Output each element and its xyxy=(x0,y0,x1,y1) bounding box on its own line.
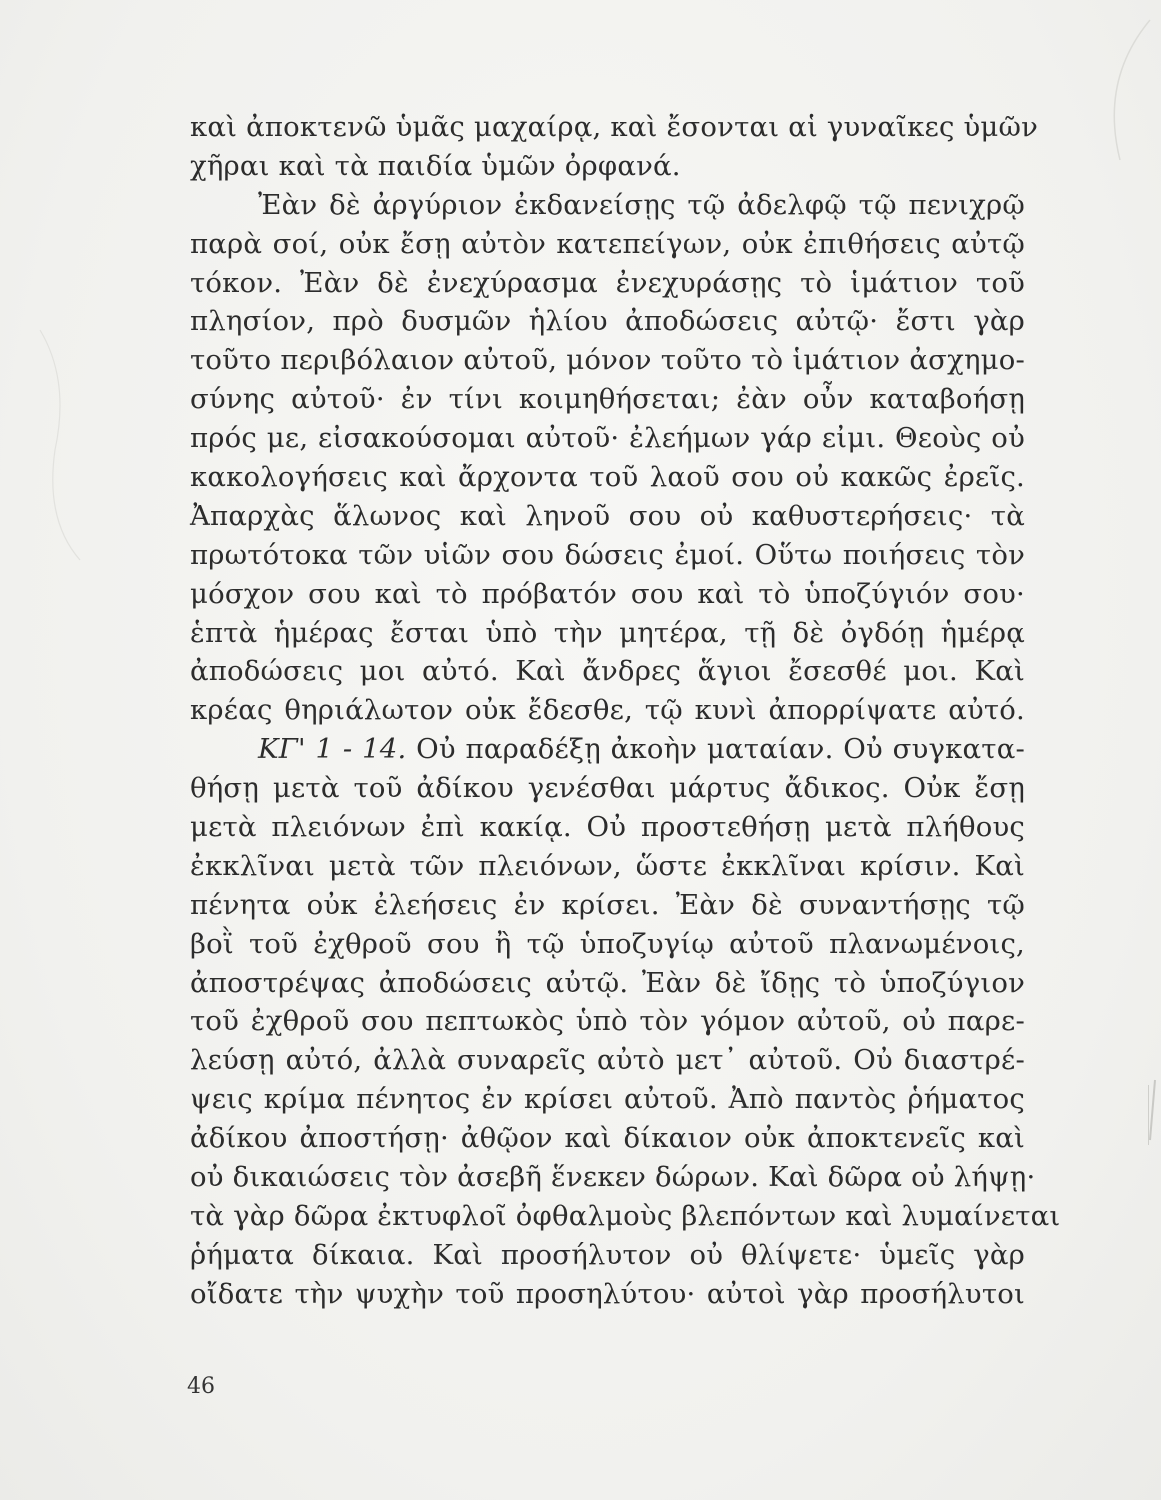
body-text xyxy=(190,108,1061,1314)
page-number: 46 xyxy=(187,1374,215,1399)
text-line: σύνης αὐτοῦ· ἐν τίνι κοιμηθήσεται; ἐὰν οὖν καταβοήσῃ xyxy=(190,383,1025,416)
text-line: οὐ δικαιώσεις τὸν ἀσεβῆ ἕνεκεν δώρων. Καὶ δῶρα οὐ λήψῃ· xyxy=(190,1161,1036,1194)
text-line: καὶ ἀποκτενῶ ὑμᾶς μαχαίρᾳ, καὶ ἔσονται αἱ γυναῖκες ὑμῶν xyxy=(190,111,1039,143)
text-line: Ἐὰν δὲ ἀργύριον ἐκδανείσῃς τῷ ἀδελφῷ τῷ πενιχρῷ xyxy=(258,188,1025,221)
text-line: θήσῃ μετὰ τοῦ ἀδίκου γενέσθαι μάρτυς ἄδικος. Οὐκ ἔσῃ xyxy=(190,772,1025,805)
text-line: μετὰ πλειόνων ἐπὶ κακίᾳ. Οὐ προστεθήσῃ μετὰ πλήθους xyxy=(190,811,1025,844)
chapter-line-rest: Οὐ παραδέξῃ ἀκοὴν ματαίαν. Οὐ συγκατα- xyxy=(416,733,1025,766)
text-line: τὰ γὰρ δῶρα ἐκτυφλοῖ ὀφθαλμοὺς βλεπόντων καὶ λυμαίνεται xyxy=(190,1199,1061,1232)
text-line: ἑπτὰ ἡμέρας ἔσται ὑπὸ τὴν μητέρα, τῇ δὲ ὀγδόῃ ἡμέρᾳ xyxy=(190,616,1025,649)
text-line: κακολογήσεις καὶ ἄρχοντα τοῦ λαοῦ σου οὐ κακῶς ἐρεῖς. xyxy=(190,461,1025,494)
text-line: Ἀπαρχὰς ἅλωνος καὶ ληνοῦ σου οὐ καθυστερήσεις· τὰ xyxy=(190,499,1025,532)
text-line: πένητα οὐκ ἐλεήσεις ἐν κρίσει. Ἐὰν δὲ συναντήσῃς τῷ xyxy=(190,888,1025,921)
text-line: ἀποδώσεις μοι αὐτό. Καὶ ἄνδρες ἅγιοι ἔσεσθέ μοι. Καὶ xyxy=(190,655,1025,688)
text-line: ἐκκλῖναι μετὰ τῶν πλειόνων, ὥστε ἐκκλῖναι κρίσιν. Καὶ xyxy=(190,849,1025,882)
text-line: πρός με, εἰσακούσομαι αὐτοῦ· ἐλεήμων γάρ εἰμι. Θεοὺς οὐ xyxy=(190,422,1025,455)
text-line: λεύσῃ αὐτό, ἀλλὰ συναρεῖς αὐτὸ μετ᾽ αὐτοῦ. Οὐ διαστρέ- xyxy=(190,1044,1025,1077)
text-line: τόκον. Ἐὰν δὲ ἐνεχύρασμα ἐνεχυράσῃς τὸ ἱμάτιον τοῦ xyxy=(190,266,1025,299)
text-line: πλησίον, πρὸ δυσμῶν ἡλίου ἀποδώσεις αὐτῷ· ἔστι γὰρ xyxy=(190,305,1025,338)
page-edge-mark xyxy=(1148,1085,1161,1145)
text-line: μόσχον σου καὶ τὸ πρόβατόν σου καὶ τὸ ὑποζύγιόν σου· xyxy=(190,577,1025,610)
text-line: τοῦ ἐχθροῦ σου πεπτωκὸς ὑπὸ τὸν γόμον αὐτοῦ, οὐ παρε- xyxy=(190,1005,1025,1038)
text-line: ἀδίκου ἀποστήσῃ· ἀθῷον καὶ δίκαιον οὐκ ἀποκτενεῖς καὶ xyxy=(190,1122,1025,1155)
text-line: κρέας θηριάλωτον οὐκ ἔδεσθε, τῷ κυνὶ ἀπορρίψατε αὐτό. xyxy=(190,694,1025,727)
text-line: ψεις κρίμα πένητος ἐν κρίσει αὐτοῦ. Ἀπὸ παντὸς ῥήματος xyxy=(190,1083,1025,1116)
text-line: οἴδατε τὴν ψυχὴν τοῦ προσηλύτου· αὐτοὶ γὰρ προσήλυτοι xyxy=(190,1277,1025,1310)
chapter-line xyxy=(190,730,1025,769)
text-line: παρὰ σοί, οὐκ ἔσῃ αὐτὸν κατεπείγων, οὐκ ἐπιθήσεις αὐτῷ xyxy=(190,227,1025,260)
text-line: ῥήματα δίκαια. Καὶ προσήλυτον οὐ θλίψετε· ὑμεῖς γὰρ xyxy=(190,1238,1025,1271)
text-line: ἀποστρέψας ἀποδώσεις αὐτῷ. Ἐὰν δὲ ἴδῃς τὸ ὑποζύγιον xyxy=(190,966,1025,999)
text-line: χῆραι καὶ τὰ παιδία ὑμῶν ὀρφανά. xyxy=(190,149,681,182)
text-line: τοῦτο περιβόλαιον αὐτοῦ, μόνον τοῦτο τὸ ἱμάτιον ἀσχημο- xyxy=(190,344,1025,377)
text-line: βοῒ τοῦ ἐχθροῦ σου ἢ τῷ ὑποζυγίῳ αὐτοῦ πλανωμένοις, xyxy=(190,927,1025,960)
chapter-reference: ΚΓ' 1 - 14. xyxy=(258,733,407,766)
text-line: πρωτότοκα τῶν υἱῶν σου δώσεις ἐμοί. Οὕτω ποιήσεις τὸν xyxy=(190,538,1025,571)
